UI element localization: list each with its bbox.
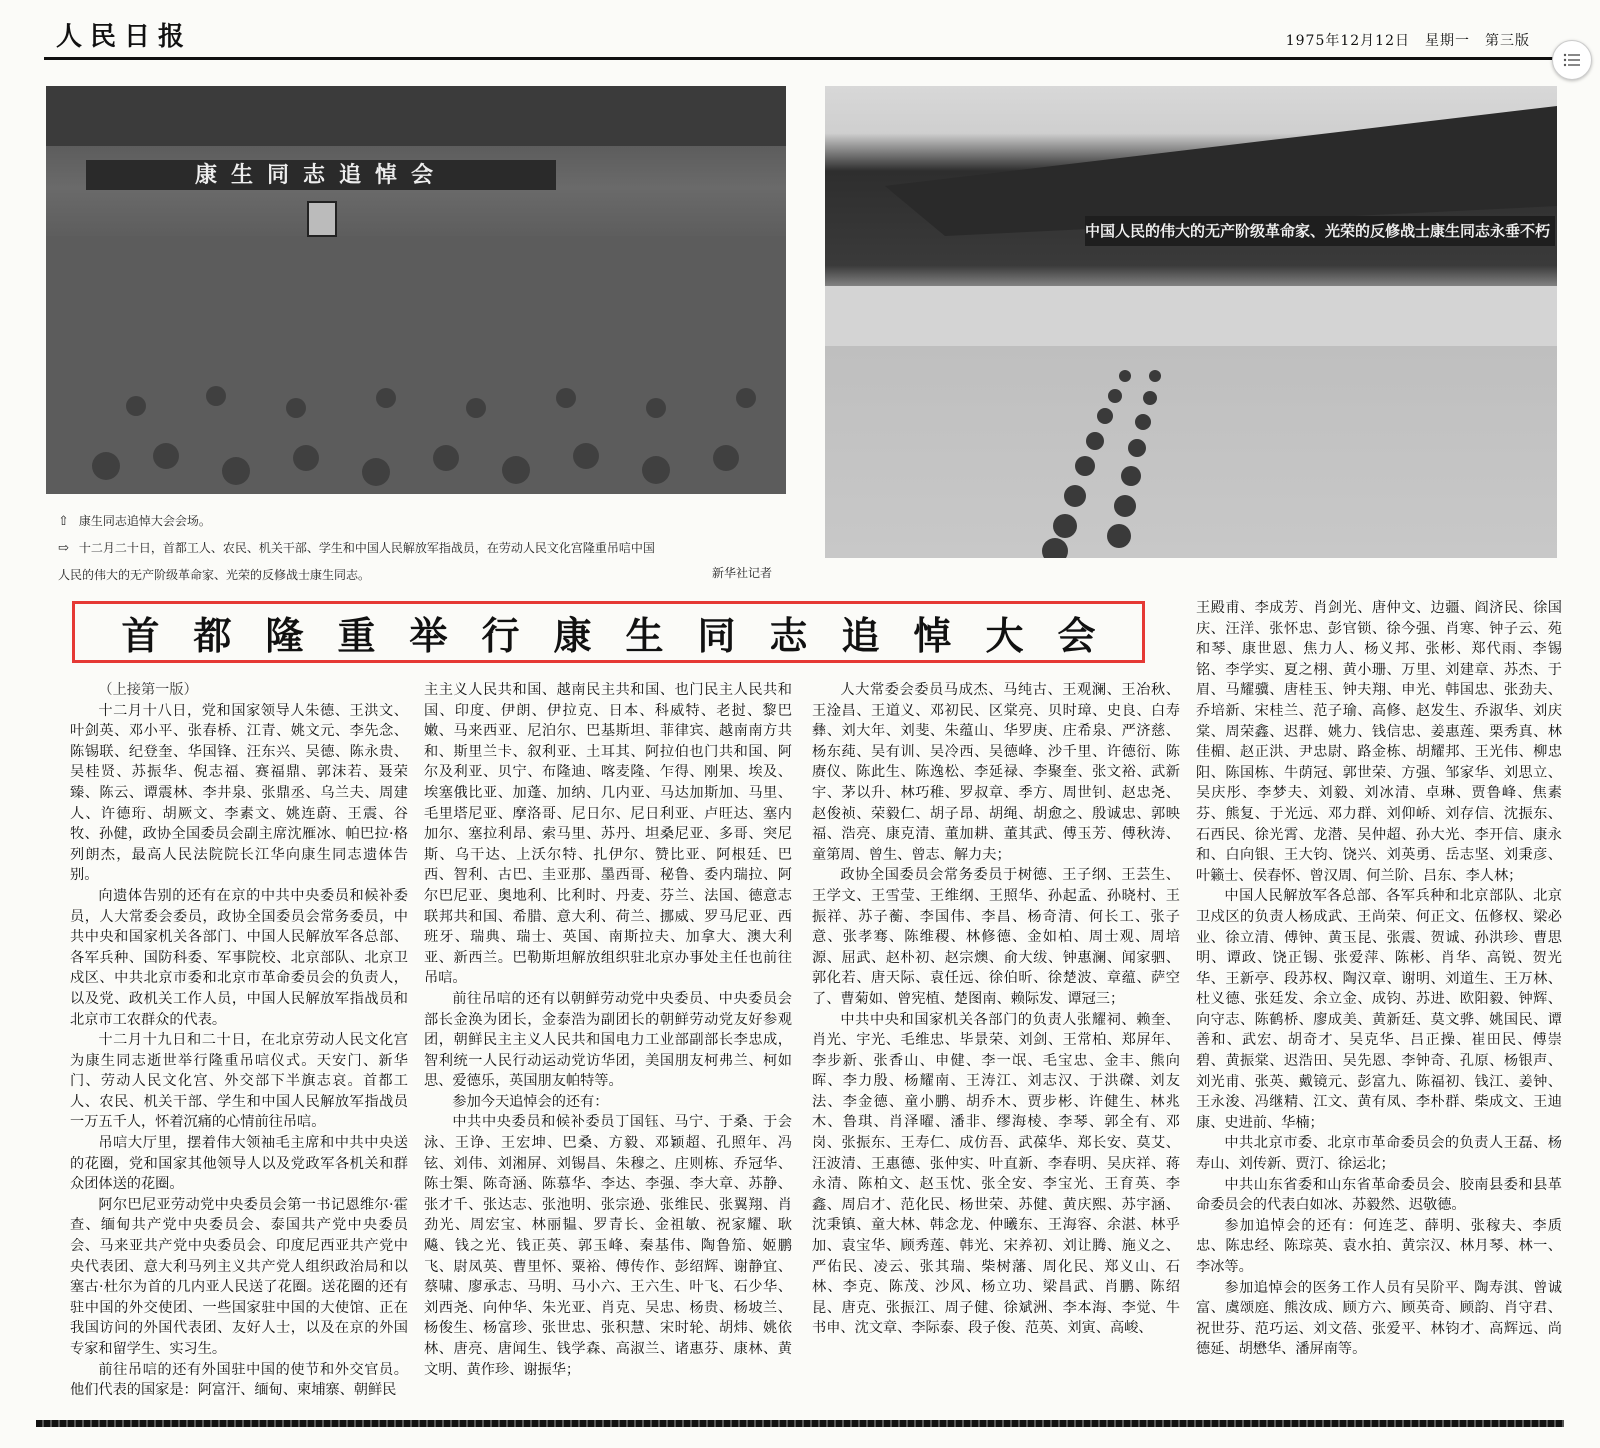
article-column-1	[70, 680, 408, 1401]
caption-line-1: 康生同志追悼大会会场。	[78, 514, 211, 528]
mourners-queue-photo	[825, 86, 1557, 558]
paragraph: 参加追悼会的还有：何连芝、薛明、张稼夫、李质忠、陈忠经、陈琮英、袁水拍、黄宗汉、林月琴、林一、李冰等。	[1196, 1217, 1562, 1275]
arrow-right-icon: ⇨	[58, 541, 69, 556]
toc-icon	[1563, 53, 1581, 67]
paragraph: 中共山东省委和山东省革命委员会、胶南县委和县革命委员会的代表白如冰、苏毅然、迟敬德。	[1196, 1176, 1562, 1214]
photo-banner-right: 中国人民的伟大的无产阶级革命家、光荣的反修战士康生同志永垂不朽	[1085, 216, 1555, 246]
paragraph: 参加追悼会的医务工作人员有吴阶平、陶寿淇、曾诚富、虞颂庭、熊汝成、顾方六、顾英奇、顾韵、肖守君、祝世芬、范巧运、刘文蓓、张爱平、林钧才、高辉远、尚德延、胡懋华、潘屏南等。	[1196, 1279, 1562, 1358]
article-column-2	[424, 680, 792, 1380]
paragraph: 十二月十九日和二十日，在北京劳动人民文化宫为康生同志逝世举行隆重吊唁仪式。天安门、新华门、劳动人民文化宫、外交部下半旗志哀。首都工人、农民、机关干部、学生和中国人民解放军指战员一万五千人，怀着沉痛的心情前往吊唁。	[70, 1032, 408, 1131]
top-rule	[44, 57, 1556, 60]
masthead: 人民日报	[56, 22, 193, 52]
paragraph: 中共北京市委、北京市革命委员会的负责人王磊、杨寿山、刘传新、贾汀、徐运北；	[1196, 1135, 1562, 1173]
paragraph: 阿尔巴尼亚劳动党中央委员会第一书记恩维尔·霍查、缅甸共产党中央委员会、泰国共产党中央委员会、马来亚共产党中央委员会、印度尼西亚共产党中央代表团、意大利马列主义共产党人组织政治局和以塞古·杜尔为首的几内亚人民送了花圈。送花圈的还有驻中国的外交使团、一些国家驻中国的大使馆、正在我国访问的外国代表团、友好人士，以及在京的外国专家和留学生、实习生。	[70, 1196, 408, 1357]
paragraph: 政协全国委员会常务委员于树德、王子纲、王芸生、王学文、王雪莹、王维纲、王照华、孙起孟、孙晓村、王振祥、苏子蘅、李国伟、李昌、杨奇清、何长工、张子意、张孝骞、陈维稷、林修德、金如柏、周士观、周培源、屈武、赵朴初、赵宗燠、俞大绂、钟惠澜、闻家驷、郭化若、唐天际、袁任远、徐伯昕、徐楚波、章蕴、萨空了、曹菊如、曾宪植、楚图南、赖际发、谭冠三；	[812, 867, 1180, 1007]
photo-banner-left: 康生同志追悼会	[86, 160, 556, 190]
article-column-4	[1196, 598, 1562, 1360]
paragraph: 主主义人民共和国、越南民主共和国、也门民主人民共和国、印度、伊朗、伊拉克、日本、科威特、老挝、黎巴嫩、马来西亚、尼泊尔、巴基斯坦、菲律宾、越南南方共和、斯里兰卡、叙利亚、土耳其、阿拉伯也门共和国、阿尔及利亚、贝宁、布隆迪、喀麦隆、乍得、刚果、埃及、埃塞俄比亚、加蓬、加纳、几内亚、马达加斯加、马里、毛里塔尼亚、摩洛哥、尼日尔、尼日利亚、卢旺达、塞内加尔、塞拉利昂、索马里、苏丹、坦桑尼亚、多哥、突尼斯、乌干达、上沃尔特、扎伊尔、赞比亚、阿根廷、巴西、智利、古巴、圭亚那、墨西哥、秘鲁、委内瑞拉、阿尔巴尼亚、奥地利、比利时、丹麦、芬兰、法国、德意志联邦共和国、希腊、意大利、荷兰、挪威、罗马尼亚、西班牙、瑞典、瑞士、英国、南斯拉夫、加拿大、澳大利亚、新西兰。巴勒斯坦解放组织驻北京办事处主任也前往吊唁。	[424, 682, 792, 987]
paragraph: 中共中央和国家机关各部门的负责人张耀祠、赖奎、肖光、宇光、毛维忠、毕景荣、刘剑、王常柏、郑屏年、李步新、张香山、申健、李一氓、毛宝忠、金丰、熊向晖、李力殷、杨耀南、王涛江、刘志汉、于洪磔、刘友法、李金德、童小鹏、胡乔木、贾步彬、许健生、林兆木、鲁琪、肖泽曜、潘非、缪海棱、李琴、郭全有、邓岗、张振东、王寿仁、成仿吾、武葆华、郑长安、莫艾、汪波清、王惠德、张仲实、叶直新、李春明、吴庆祥、蒋永清、陈柏文、赵玉忱、张全安、李宝光、王育英、李鑫、周启才、范化民、杨世荣、苏健、黄庆熙、苏宇涵、沈秉镇、童大林、韩念龙、仲曦东、王海容、余湛、林乎加、袁宝华、顾秀莲、韩光、宋养初、刘让腾、施义之、严佑民、凌云、张其瑞、柴树藩、周化民、郑义山、石林、李克、陈茂、沙风、杨立功、梁昌武、肖鹏、陈绍昆、唐克、张振江、周子健、徐斌洲、李本海、李觉、牛书申、沈文章、李际泰、段子俊、范英、刘寅、高峻、	[812, 1011, 1180, 1337]
paragraph: 前往吊唁的还有外国驻中国的使节和外交官员。他们代表的国家是：阿富汗、缅甸、柬埔寨、朝鲜民	[70, 1361, 408, 1399]
memorial-hall-photo	[46, 86, 786, 494]
photo-credit: 新华社记者	[711, 566, 772, 580]
paragraph: 中国人民解放军各总部、各军兵种和北京部队、北京卫戍区的负责人杨成武、王尚荣、何正文、伍修权、梁必业、徐立清、傅钟、黄玉昆、张震、贺诚、孙洪珍、曹思明、谭政、饶正锡、张爱萍、陈彬、肖华、高锐、贺光华、王新亭、段苏权、陶汉章、谢明、刘道生、王万林、杜义德、张廷发、余立金、成钧、苏进、欧阳毅、钟辉、向守志、陈鹤桥、廖成美、黄新廷、莫文骅、姚国民、谭善和、武宏、胡奇才、吴克华、吕正操、崔田民、傅崇碧、黄振棠、迟浩田、吴先恩、李钟奇、孔原、杨银声、刘光甫、张英、戴镜元、彭富九、陈福初、钱江、姜钟、王永浚、冯继精、江文、黄有凤、李朴群、柴成文、王迪康、史进前、华楠；	[1196, 888, 1562, 1131]
paragraph: 参加今天追悼会的还有：	[452, 1093, 609, 1110]
article-column-3	[812, 680, 1180, 1339]
caption-line-3: 人民的伟大的无产阶级革命家、光荣的反修战士康生同志。	[58, 568, 371, 582]
paragraph: 中共中央委员和候补委员丁国钰、马宁、于桑、于会泳、王诤、王宏坤、巴桑、方毅、邓颖超、孔照年、冯铉、刘伟、刘湘屏、刘锡昌、朱穆之、庄则栋、乔冠华、陈士榘、陈奇涵、陈慕华、李达、李强、李大章、苏静、张才千、张达志、张池明、张宗逊、张维民、张翼翔、肖劲光、周宏宝、林丽韫、罗青长、金祖敏、祝家耀、耿飚、钱之光、钱正英、郭玉峰、秦基伟、陶鲁笳、姬鹏飞、尉凤英、曹里怀、粟裕、傅传作、彭绍辉、谢静宜、蔡啸、廖承志、马明、马小六、王六生、叶飞、石少华、刘西尧、向仲华、朱光亚、肖克、吴忠、杨贵、杨坡兰、杨俊生、杨富珍、张世忠、张积慧、宋时轮、胡炜、姚依林、唐亮、唐闻生、钱学森、高淑兰、诸惠芬、康林、黄文明、黄作珍、谢振华；	[424, 1114, 792, 1378]
paragraph: 向遗体告别的还有在京的中共中央委员和候补委员，人大常委会委员，政协全国委员会常务委员，中共中央和国家机关各部门、中国人民解放军各总部、各军兵种、国防科委、军事院校、北京部队、北京卫戍区、中共北京市委和北京市革命委员会的负责人，以及党、政机关工作人员，中国人民解放军指战员和北京市工农群众的代表。	[70, 887, 408, 1028]
paragraph: 吊唁大厅里，摆着伟大领袖毛主席和中共中央送的花圈，党和国家其他领导人以及党政军各机关和群众团体送的花圈。	[70, 1135, 408, 1193]
paragraph: 人大常委会委员马成杰、马纯古、王观澜、王冶秋、王淦昌、王道义、邓初民、区棠亮、贝时璋、史良、白寿彝、刘大年、刘斐、朱蕴山、华罗庚、庄希泉、严济慈、杨东莼、吴有训、吴冷西、吴德峰、沙千里、许德衍、陈赓仪、陈此生、陈逸松、李延禄、李聚奎、张文裕、武新宇、茅以升、林巧稚、罗叔章、季方、周世钊、赵忠尧、赵俊祯、荣毅仁、胡子昂、胡绳、胡愈之、殷诚忠、郭映福、浩亮、康克清、董加耕、董其武、傅玉芳、傅秋涛、童第周、曾生、曾志、解力夫；	[812, 682, 1180, 863]
dateline: 1975年12月12日 星期一 第三版	[1285, 33, 1530, 49]
paragraph: 王殿甫、李成芳、肖剑光、唐仲文、边疆、阎济民、徐国庆、汪洋、张怀忠、彭官锁、徐今强、肖寒、钟子云、苑和琴、康世恩、焦力人、杨义邦、张彬、郑代雨、李锡铭、李学实、夏之栩、黄小珊、万里、刘建章、苏杰、于眉、马耀骥、唐桂玉、钟夫翔、申光、韩国忠、张劲夫、乔培新、宋桂兰、范子瑜、高修、赵发生、乔淑华、刘庆棠、周荣鑫、迟群、姚力、钱信忠、姜惠莲、栗秀真、林佳楣、赵正洪、尹忠尉、路金栋、胡耀邦、王光伟、柳忠阳、陈国栋、牛荫冠、郭世荣、方强、邹家华、刘思立、吴庆彤、李梦夫、刘毅、刘冰清、卓琳、贾鲁峰、焦素芬、熊复、于光远、邓力群、刘仰峤、刘存信、沈振东、石西民、徐光霄、龙潜、吴仲超、孙大光、李开信、康永和、白向银、王大钧、饶兴、刘英勇、岳志坚、刘秉彦、叶籁士、侯春怀、曾汉周、何兰阶、吕东、李人林；	[1196, 600, 1562, 884]
continued-note: （上接第一版）	[98, 682, 198, 698]
arrow-up-icon: ⇧	[58, 514, 69, 529]
caption-line-2: 十二月二十日，首都工人、农民、机关干部、学生和中国人民解放军指战员，在劳动人民文化宫隆重吊唁中国	[78, 541, 655, 555]
paragraph: 十二月十八日，党和国家领导人朱德、王洪文、叶剑英、邓小平、张春桥、江青、姚文元、李先念、陈锡联、纪登奎、华国锋、汪东兴、吴德、陈永贵、吴桂贤、苏振华、倪志福、赛福鼎、郭沫若、聂荣臻、陈云、谭震林、李井泉、张鼎丞、乌兰夫、周建人、许德珩、胡厥文、李素文、姚连蔚、王震、谷牧、孙健，政协全国委员会副主席沈雁冰、帕巴拉·格列朗杰，最高人民法院院长江华向康生同志遗体告别。	[70, 702, 408, 884]
paragraph: 前往吊唁的还有以朝鲜劳动党中央委员、中央委员会部长金涣为团长，金泰浩为副团长的朝鲜劳动党友好参观团，朝鲜民主主义人民共和国电力工业部副部长李忠成，智利统一人民行动运动党访华团，美国朋友柯弗兰、柯如思、爱德乐，英国朋友帕特等。	[424, 990, 792, 1090]
photo-caption	[58, 508, 778, 588]
headline-box	[72, 601, 1145, 663]
bottom-rule	[36, 1420, 1564, 1427]
article-headline: 首都隆重举行康生同志追悼大会	[121, 612, 1130, 658]
toc-button[interactable]	[1552, 40, 1592, 80]
